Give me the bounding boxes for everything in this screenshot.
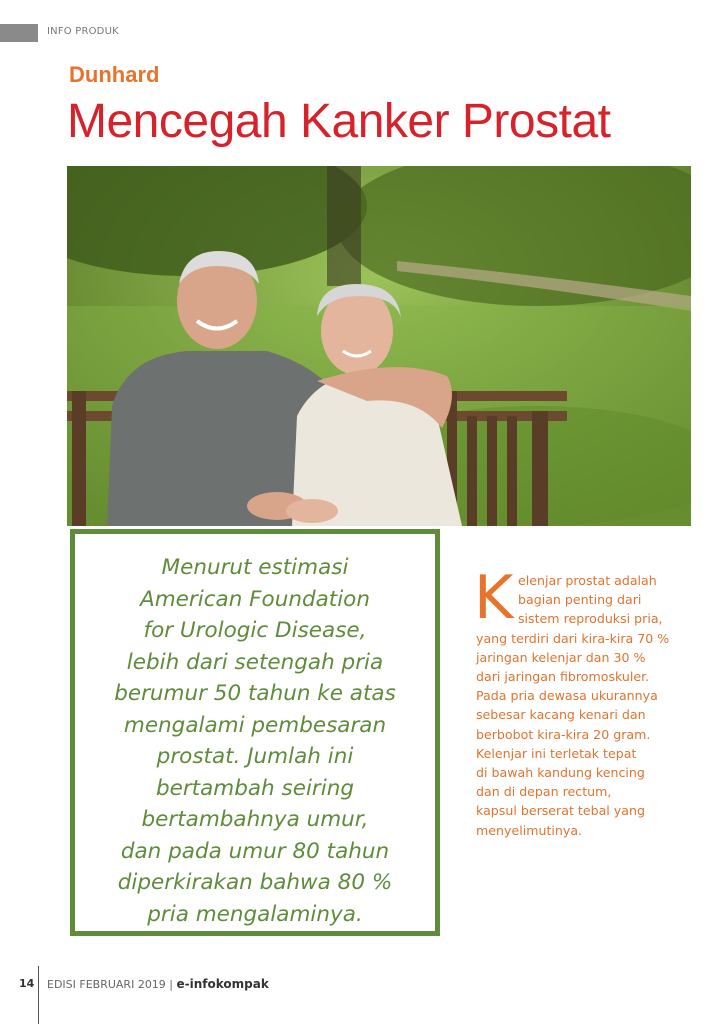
pull-quote-line: mengalami pembesaran	[123, 712, 387, 738]
drop-cap: K	[474, 563, 514, 633]
page-number: 14	[19, 977, 35, 990]
pull-quote-line: American Foundation	[140, 586, 370, 612]
article-line: dan di depan rectum,	[476, 784, 612, 800]
pull-quote-line: berumur 50 tahun ke atas	[114, 681, 396, 706]
magazine-brand-prefix: e-info	[176, 977, 216, 991]
article-line: yang terdiri dari kira-kira 70 %	[476, 630, 670, 646]
pull-quote-text	[75, 552, 435, 930]
pull-quote-line: Menurut estimasi	[161, 555, 349, 580]
article-line: sebesar kacang kenari dan	[476, 707, 646, 723]
section-tab-marker	[0, 24, 38, 42]
magazine-brand-suffix: kompak	[215, 977, 269, 991]
article-line: dari jaringan fibromoskuler.	[476, 669, 650, 685]
couple-on-bench-illustration	[67, 166, 691, 526]
edition-text: EDISI FEBRUARI 2019 |	[47, 978, 177, 991]
pull-quote-box	[70, 529, 440, 936]
edition-line	[47, 977, 269, 991]
article-line: elenjar prostat adalah	[518, 573, 657, 588]
article-line: menyelimutinya.	[476, 822, 583, 838]
article-line: jaringan kelenjar dan 30 %	[476, 649, 646, 665]
article-body	[474, 563, 708, 840]
hero-photo	[67, 166, 691, 526]
pull-quote-line: lebih dari setengah pria	[126, 649, 384, 675]
article-line: bagian penting dari	[518, 592, 642, 608]
brand-name: Dunhard	[69, 62, 160, 87]
article-line: di bawah kandung kencing	[476, 765, 645, 781]
pull-quote-line: bertambah seiring	[155, 775, 355, 801]
section-label: INFO PRODUK	[47, 26, 119, 37]
footer-divider	[38, 966, 39, 1024]
pull-quote-line: diperkirakan bahwa 80 %	[117, 870, 393, 895]
article-line: sistem reproduksi pria,	[518, 611, 663, 627]
pull-quote-line: for Urologic Disease,	[143, 618, 367, 643]
pull-quote-line: pria mengalaminya.	[147, 901, 363, 927]
pull-quote-line: prostat. Jumlah ini	[156, 744, 354, 769]
article-line: Kelenjar ini terletak tepat	[476, 745, 637, 761]
page-title: Mencegah Kanker Prostat	[67, 95, 611, 148]
pull-quote-line: dan pada umur 80 tahun	[120, 838, 390, 864]
article-line: berbobot kira-kira 20 gram.	[476, 726, 651, 742]
article-line: kapsul berserat tebal yang	[476, 803, 645, 819]
article-line: Pada pria dewasa ukurannya	[476, 688, 658, 704]
pull-quote-line: bertambahnya umur,	[141, 807, 369, 832]
